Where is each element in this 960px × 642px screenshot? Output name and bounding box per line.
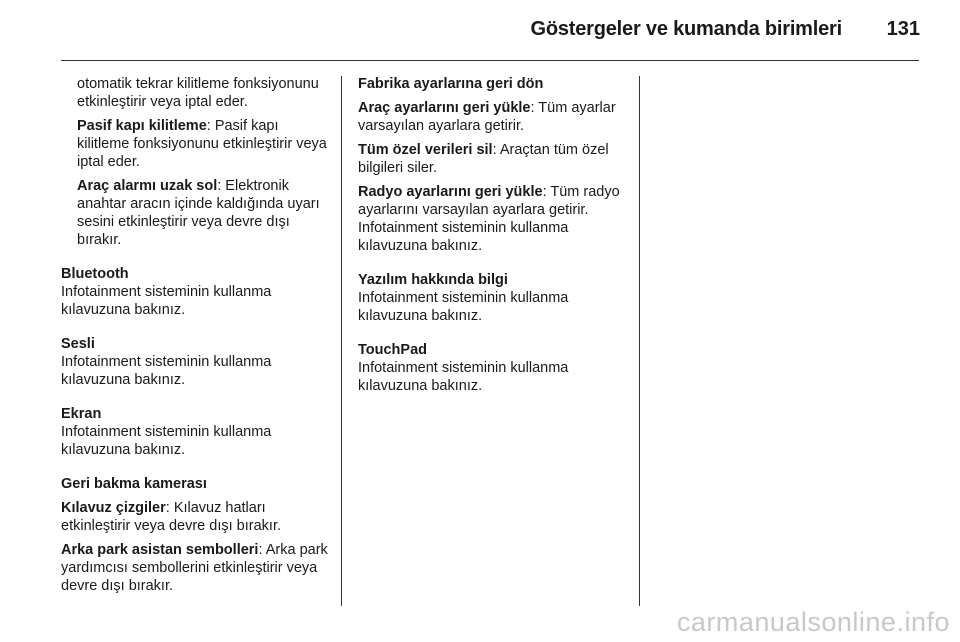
heading-voice: Sesli bbox=[61, 336, 95, 352]
header-divider bbox=[61, 60, 919, 61]
paragraph-touchpad: Infotainment sisteminin kullanma kılavuzuna bakınız. bbox=[358, 360, 569, 394]
paragraph-radio-reset: Radyo ayarlarını geri yükle: Tüm radyo ayarlarını varsayılan ayarlara getirir. Infotainment sisteminin kullanma kılavuzuna bakınız. bbox=[358, 184, 620, 254]
paragraph-vehicle-reset: Araç ayarlarını geri yükle: Tüm ayarlar varsayılan ayarlara getirir. bbox=[358, 100, 616, 134]
term-guidelines: Kılavuz çizgiler bbox=[61, 500, 166, 516]
heading-bluetooth: Bluetooth bbox=[61, 266, 129, 282]
heading-display: Ekran bbox=[61, 406, 102, 422]
page-number: 131 bbox=[886, 18, 920, 40]
term-clear-private: Tüm özel verileri sil bbox=[358, 142, 493, 158]
section-title: Göstergeler ve kumanda birimleri bbox=[530, 18, 842, 40]
heading-rear-camera: Geri bakma kamerası bbox=[61, 476, 207, 492]
heading-factory-reset: Fabrika ayarlarına geri dön bbox=[358, 76, 544, 92]
heading-software-info: Yazılım hakkında bilgi bbox=[358, 272, 508, 288]
paragraph-remote-alarm: Araç alarmı uzak sol: Elektronik anahtar aracın içinde kaldığında uyarı sesini etkinleştirir veya devre dışı bırakır. bbox=[77, 178, 320, 248]
paragraph-voice: Infotainment sisteminin kullanma kılavuzuna bakınız. bbox=[61, 354, 272, 388]
left-column bbox=[61, 75, 331, 601]
paragraph-bluetooth: Infotainment sisteminin kullanma kılavuzuna bakınız. bbox=[61, 284, 272, 318]
paragraph-software-info: Infotainment sisteminin kullanma kılavuzuna bakınız. bbox=[358, 290, 569, 324]
paragraph-park-assist: Arka park asistan sembolleri: Arka park yardımcısı sembollerini etkinleştirir veya devre dışı bırakır. bbox=[61, 542, 328, 594]
paragraph-clear-private: Tüm özel verileri sil: Araçtan tüm özel bilgileri siler. bbox=[358, 142, 609, 176]
term-passive-lock: Pasif kapı kilitleme bbox=[77, 118, 207, 134]
paragraph-passive-lock: Pasif kapı kilitleme: Pasif kapı kilitleme fonksiyonunu etkinleştirir veya iptal eder. bbox=[77, 118, 327, 170]
watermark: carmanualsonline.info bbox=[676, 607, 950, 637]
paragraph-auto-relock: otomatik tekrar kilitleme fonksiyonunu etkinleştirir veya iptal eder. bbox=[77, 76, 319, 110]
right-column bbox=[358, 75, 630, 401]
page-header bbox=[0, 0, 960, 62]
column-divider-right bbox=[639, 76, 640, 606]
paragraph-guidelines: Kılavuz çizgiler: Kılavuz hatları etkinleştirir veya devre dışı bırakır. bbox=[61, 500, 281, 534]
term-park-assist: Arka park asistan sembolleri bbox=[61, 542, 259, 558]
term-remote-alarm: Araç alarmı uzak sol bbox=[77, 178, 218, 194]
term-radio-reset: Radyo ayarlarını geri yükle bbox=[358, 184, 543, 200]
column-divider-left bbox=[341, 76, 342, 606]
paragraph-display: Infotainment sisteminin kullanma kılavuzuna bakınız. bbox=[61, 424, 272, 458]
term-vehicle-reset: Araç ayarlarını geri yükle bbox=[358, 100, 531, 116]
heading-touchpad: TouchPad bbox=[358, 342, 428, 358]
